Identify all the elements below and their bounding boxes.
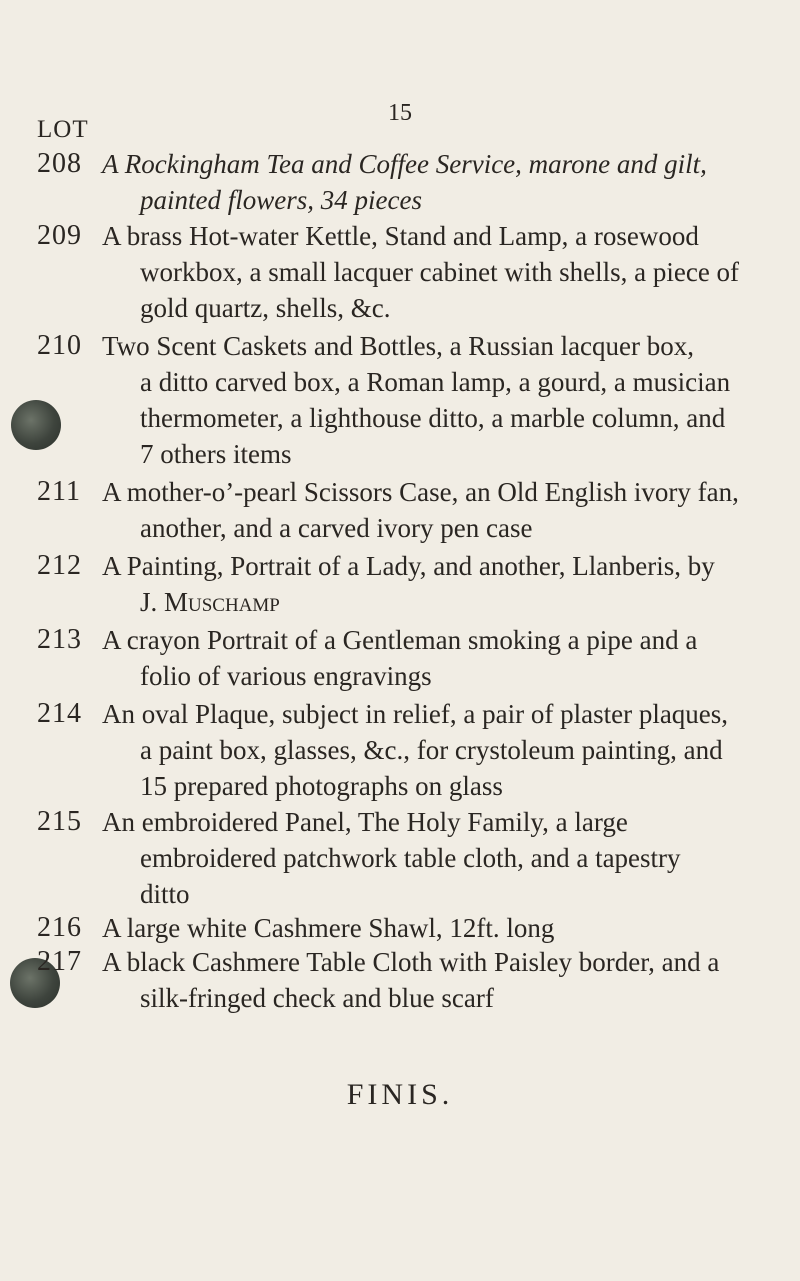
lot-line: A brass Hot-water Kettle, Stand and Lamp, a rosewood	[102, 221, 699, 251]
lot-line: An embroidered Panel, The Holy Family, a large	[102, 807, 628, 837]
lot-line: An oval Plaque, subject in relief, a pair of plaster plaques,	[102, 699, 729, 729]
lot-number: 210	[37, 330, 82, 361]
lot-line: A crayon Portrait of a Gentleman smoking a pipe and a	[102, 625, 698, 655]
lot-line: A large white Cashmere Shawl, 12ft. long	[102, 913, 555, 943]
lot-number: 214	[37, 698, 82, 729]
lot-line: A Rockingham Tea and Coffee Service, marone and gilt,	[102, 149, 707, 179]
lot-description	[102, 696, 782, 804]
finis-mark: FINIS.	[346, 1078, 454, 1111]
lot-description	[102, 548, 782, 620]
page-number: 15	[388, 100, 412, 126]
lot-description	[102, 328, 782, 472]
lot-line: ditto	[140, 879, 190, 909]
lot-line: a paint box, glasses, &c., for crystoleum painting, and	[140, 735, 723, 765]
lot-line: workbox, a small lacquer cabinet with shells, a piece of	[140, 257, 740, 287]
lot-column-header: LOT	[37, 116, 89, 143]
lot-line: Two Scent Caskets and Bottles, a Russian lacquer box,	[102, 331, 695, 361]
lot-description	[102, 622, 782, 694]
lot-number: 213	[37, 624, 82, 655]
lot-number: 212	[37, 550, 82, 581]
lot-line: gold quartz, shells, &c.	[140, 293, 391, 323]
lot-line: another, and a carved ivory pen case	[140, 513, 533, 543]
lot-description	[102, 910, 782, 946]
lot-number: 211	[37, 476, 81, 507]
lot-line: embroidered patchwork table cloth, and a tapestry	[140, 843, 681, 873]
lot-line: 7 others items	[140, 439, 292, 469]
lot-line: folio of various engravings	[140, 661, 432, 691]
lot-number: 216	[37, 912, 82, 943]
lot-line: thermometer, a lighthouse ditto, a marble column, and	[140, 403, 726, 433]
lot-line: A black Cashmere Table Cloth with Paisley border, and a	[102, 947, 720, 977]
lot-line: a ditto carved box, a Roman lamp, a gourd, a musician	[140, 367, 731, 397]
lot-line: painted flowers, 34 pieces	[140, 185, 422, 215]
lot-description	[102, 804, 782, 912]
binding-hole-top	[11, 400, 61, 450]
lot-line: 15 prepared photographs on glass	[140, 771, 503, 801]
lot-line: A mother-o’-pearl Scissors Case, an Old English ivory fan,	[102, 477, 739, 507]
lot-line: silk-fringed check and blue scarf	[140, 983, 494, 1013]
lot-number: 215	[37, 806, 82, 837]
lot-description	[102, 218, 782, 326]
lot-line: A Painting, Portrait of a Lady, and another, Llanberis, by	[102, 551, 715, 581]
lot-description	[102, 474, 782, 546]
lot-description	[102, 146, 782, 218]
lot-number: 217	[37, 946, 82, 977]
lot-description	[102, 944, 782, 1016]
lot-number: 209	[37, 220, 82, 251]
lot-line: J. Muschamp	[140, 587, 280, 617]
lot-number: 208	[37, 148, 82, 179]
